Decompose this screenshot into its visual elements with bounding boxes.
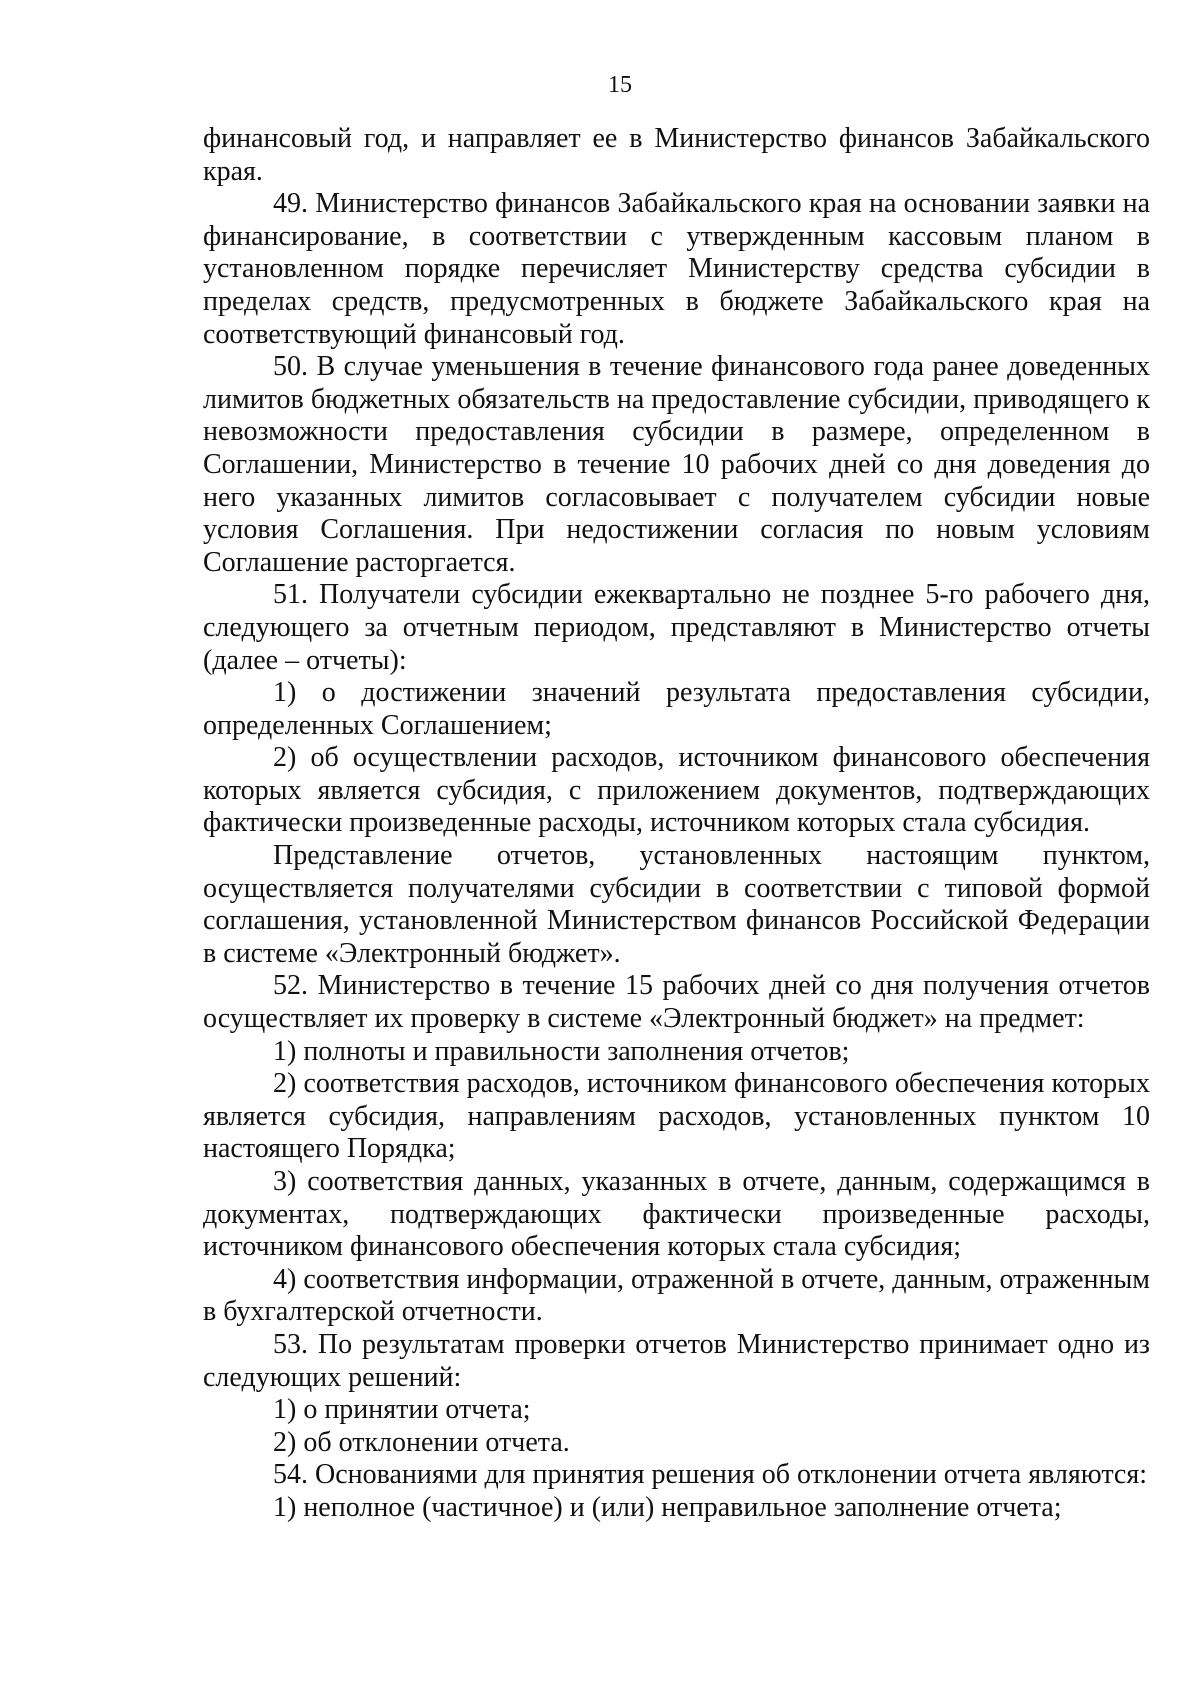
paragraph: 53. По результатам проверки отчетов Министерство принимает одно из следующих решений:	[203, 1328, 1150, 1393]
paragraph: 49. Министерство финансов Забайкальского края на основании заявки на финансирование, в соответствии с утвержденным кассовым планом в установленном порядке перечисляет Министерству средства субсидии в пределах средств, предусмотренных в бюджете Забайкальского края на соответствующий финансовый год.	[203, 188, 1150, 350]
paragraph: финансовый год, и направляет ее в Министерство финансов Забайкальского края.	[203, 123, 1150, 187]
paragraph: 54. Основаниями для принятия решения об отклонении отчета являются:	[273, 1459, 1147, 1491]
paragraph: 1) о достижении значений результата предоставления субсидии, определенных Соглашением;	[203, 677, 1150, 741]
paragraph: 1) о принятии отчета;	[273, 1394, 531, 1426]
paragraph: 2) соответствия расходов, источником финансового обеспечения которых является субсидия, направлениям расходов, установленных пунктом 10 настоящего Порядка;	[203, 1068, 1150, 1165]
paragraph: 4) соответствия информации, отраженной в отчете, данным, отраженным в бухгалтерской отчетности.	[203, 1263, 1150, 1328]
paragraph: 1) неполное (частичное) и (или) неправильное заполнение отчета;	[273, 1491, 1062, 1523]
document-body	[203, 123, 1150, 1525]
paragraph: 1) полноты и правильности заполнения отчетов;	[273, 1035, 850, 1067]
paragraph: 3) соответствия данных, указанных в отчете, данным, содержащимся в документах, подтверждающих фактически произведенные расходы, источником финансового обеспечения которых стала субсидия;	[203, 1166, 1150, 1263]
paragraph: Представление отчетов, установленных настоящим пунктом, осуществляется получателями субсидии в соответствии с типовой формой соглашения, установленной Министерством финансов Российской Федерации в системе «Электронный бюджет».	[203, 840, 1150, 969]
paragraph: 50. В случае уменьшения в течение финансового года ранее доведенных лимитов бюджетных обязательств на предоставление субсидии, приводящего к невозможности предоставления субсидии в размере, определенном в Соглашении, Министерство в течение 10 рабочих дней со дня доведения до него указанных лимитов согласовывает с получателем субсидии новые условия Соглашения. При недостижении согласия по новым условиям Соглашение расторгается.	[203, 351, 1150, 578]
paragraph: 2) об отклонении отчета.	[273, 1426, 570, 1458]
paragraph: 52. Министерство в течение 15 рабочих дней со дня получения отчетов осуществляет их проверку в системе «Электронный бюджет» на предмет:	[203, 970, 1150, 1035]
paragraph: 2) об осуществлении расходов, источником финансового обеспечения которых является субсидия, с приложением документов, подтверждающих фактически произведенные расходы, источником которых стала субсидия.	[203, 742, 1150, 839]
page-number: 15	[608, 72, 632, 98]
paragraph: 51. Получатели субсидии ежеквартально не позднее 5-го рабочего дня, следующего за отчетным периодом, представляют в Министерство отчеты (далее – отчеты):	[203, 579, 1150, 676]
